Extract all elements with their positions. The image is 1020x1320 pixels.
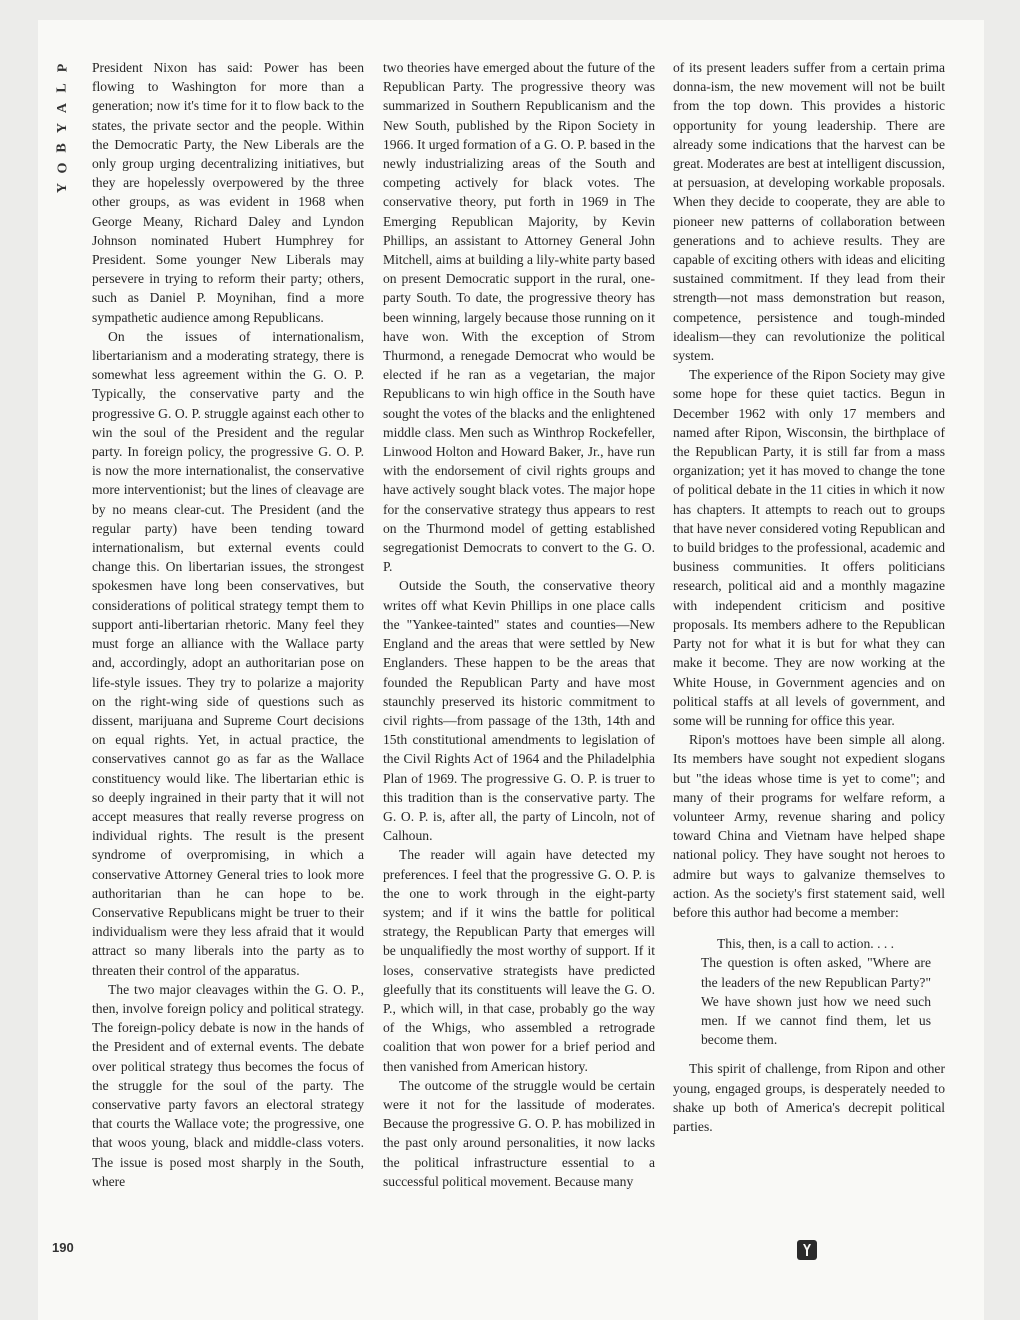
quote-paragraph: The question is often asked, "Where are the leaders of the new Republican Party?" We have shown just how we need such men. If we cannot find them, let us become them. [701, 955, 931, 1048]
paragraph: Outside the South, the conservative theory writes off what Kevin Phillips in one place calls the "Yankee-tainted" states and counties—New England and the areas that were settled by New Englanders. These happen to be the areas that founded the Republican Party and have most staunchly preserved its historic commitment to civil rights—from passage of the 13th, 14th and 15th constitutional amendments to legislation of the Civil Rights Act of 1964 and the Philadelphia Plan of 1969. The progressive G. O. P. is truer to this tradition than is the conservative party. The G. O. P. is, after all, the party of Lincoln, not of Calhoun. [383, 578, 655, 844]
paragraph: Ripon's mottoes have been simple all along. Its members have sought not expedient slogans but "the ideas whose time is yet to come"; and many of their programs for welfare reform, a volunteer Army, revenue sharing and policy toward China and Vietnam have helped shape national policy. They have sought not heroes to admire but ways to galvanize themselves to action. As the society's first statement said, well before this author had become a member: [673, 732, 945, 920]
masthead-letter: A [55, 102, 70, 114]
paragraph: On the issues of internationalism, libertarianism and a moderating strategy, there is somewhat less agreement within the G. O. P. Typically, the conservative party and the progressive G. O. P. struggle against each other to win the soul of the President and the regular party. In foreign policy, the progressive G. O. P. is now the more internationalist, the conservative more interventionist; but the lines of cleavage are by no means clear-cut. The President (and the regular party) have been tending toward internationalism, but external events could change this. On libertarian issues, the strongest spokesmen have long been conservatives, but considerations of political strategy tempt them to support anti-libertarian rhetoric. Many feel they must forge an alliance with the Wallace party and, accordingly, adopt an authoritarian pose on life-style issues. They try to polarize a majority on the right-wing side of questions such as dissent, marijuana and Supreme Court decisions on equal rights. Yet, in actual practice, the conservatives cannot go as far as the Wallace constituency would like. The libertarian ethic is so deeply ingrained in their party that it will not accept measures that really reverse progress on individual rights. The result is the present syndrome of overpromising, in which a conservative Attorney General tries to look more authoritarian than he can hope to be. Conservative Republicans might be truer to their individualism were they less afraid that it would attract so many liberals into the party as to threaten their control of the apparatus. [92, 328, 364, 978]
masthead-letter: Y [55, 122, 70, 134]
masthead-letter: P [55, 63, 70, 73]
paragraph: The experience of the Ripon Society may give some hope for these quiet tactics. Begun in December 1962 with only 17 members and named after Ripon, Wisconsin, the birthplace of the Republican Party, it is still far from a mass organization; yet it has moved to change the tone of political debate in the 11 cities in which it now has chapters. It attempts to reach out to groups that have never considered voting Republican and to build bridges to the professional, academic and business communities. It offers politicians research, political aid and a monthly magazine with independent criticism and positive proposals. Its members adhere to the Republican Party not for what it is but for what they can make it become. They are now working at the White House, in Government agencies and on political staffs at all levels of government, and some will be running for office this year. [673, 367, 945, 728]
masthead-letter: B [55, 143, 70, 153]
paragraph: The reader will again have detected my preferences. I feel that the progressive G. O. P. is the one to work through in the eight-party system; and if it wins the battle for political strategy, the Republican Party that emerges will be unqualifiedly the most worthy of support. If it loses, conservative strategists have predicted gleefully that its constituents will leave the G. O. P., which will, in that case, probably go the way of the Whigs, who assembled a retrograde coalition that won power for a brief period and then vanished from American history. [383, 847, 655, 1074]
block-quote [673, 934, 945, 1049]
column-3 [673, 58, 945, 1136]
paragraph: The outcome of the struggle would be certain were it not for the lassitude of moderates. Because the progressive G. O. P. has mobilized in the past only around personalities, it now lacks the political infrastructure essential to a successful political movement. Because many [383, 1077, 655, 1189]
quote-line: This, then, is a call to action. . . . [717, 936, 895, 952]
page-number: 190 [52, 1240, 74, 1255]
paragraph: of its present leaders suffer from a certain prima donna-ism, the new movement will not be built from the top down. This provides a historic opportunity for young leadership. There are already some indications that the harvest can be great. Moderates are best at intelligent discussion, at persuasion, at developing workable proposals. When they decide to cooperate, they are able to pioneer new patterns of collaboration between generations and to achieve results. They are capable of exciting others with ideas and eliciting sustained commitment. If they lead from their strength—not mass demonstration but reason, competence, persistence and tough-minded idealism—they can revolutionize the political system. [673, 60, 945, 364]
paragraph: President Nixon has said: Power has been flowing to Washington for more than a generation; now it's time for it to flow back to the states, the private sector and the people. Within the Democratic Party, the New Liberals are the only group urging decentralizing initiatives, but they are hopelessly overpowered by the three other groups, as was evident in 1968 when George Meany, Richard Daley and Lyndon Johnson nominated Hubert Humphrey for President. Some younger New Liberals may persevere in trying to reform their party; others, such as Daniel P. Moynihan, find a more sympathetic audience among Republicans. [92, 60, 364, 325]
column-1 [92, 58, 364, 1191]
masthead-letter: Y [55, 182, 70, 194]
masthead-letter: O [54, 162, 70, 174]
paragraph: two theories have emerged about the future of the Republican Party. The progressive theory was summarized in Southern Republicanism and the New South, published by the Ripon Society in 1966. It urged formation of a G. O. P. based in the newly industrializing areas of the South and competing actively for black votes. The conservative theory, put forth in 1969 in The Emerging Republican Majority, by Kevin Phillips, an assistant to Attorney General John Mitchell, aims at building a lily-white party based on present Democratic support in the rural, one-party South. To date, the progressive theory has been winning, largely because those running on it have won. With the exception of Strom Thurmond, a renegade Democrat who would be elected if he ran as a vegetarian, the major Republicans to win high office in the South have sought the votes of the blacks and the enlightened middle class. Men such as Winthrop Rockefeller, Linwood Holton and Howard Baker, Jr., have run with the endorsement of civil rights groups and have actively sought black votes. The major hope for the conservative strategy thus appears to rest on the Thurmond model of getting established segregationist Democrats to convert to the G. O. P. [383, 60, 655, 575]
masthead-letter: L [55, 83, 70, 93]
rabbit-end-mark-icon [797, 1240, 817, 1260]
closing-paragraph: This spirit of challenge, from Ripon and other young, engaged groups, is desperately needed to shake up both of America's decrepit political parties. [673, 1061, 945, 1134]
masthead-playboy [52, 58, 76, 198]
paragraph: The two major cleavages within the G. O. P., then, involve foreign policy and political strategy. The foreign-policy debate is now in the hands of the President and of external events. The debate over political strategy thus becomes the focus of the struggle for the soul of the party. The conservative party favors an electoral strategy that courts the Wallace vote; the progressive, one that woos young, black and middle-class voters. The issue is posed most sharply in the South, where [92, 981, 364, 1189]
column-2 [383, 58, 655, 1191]
